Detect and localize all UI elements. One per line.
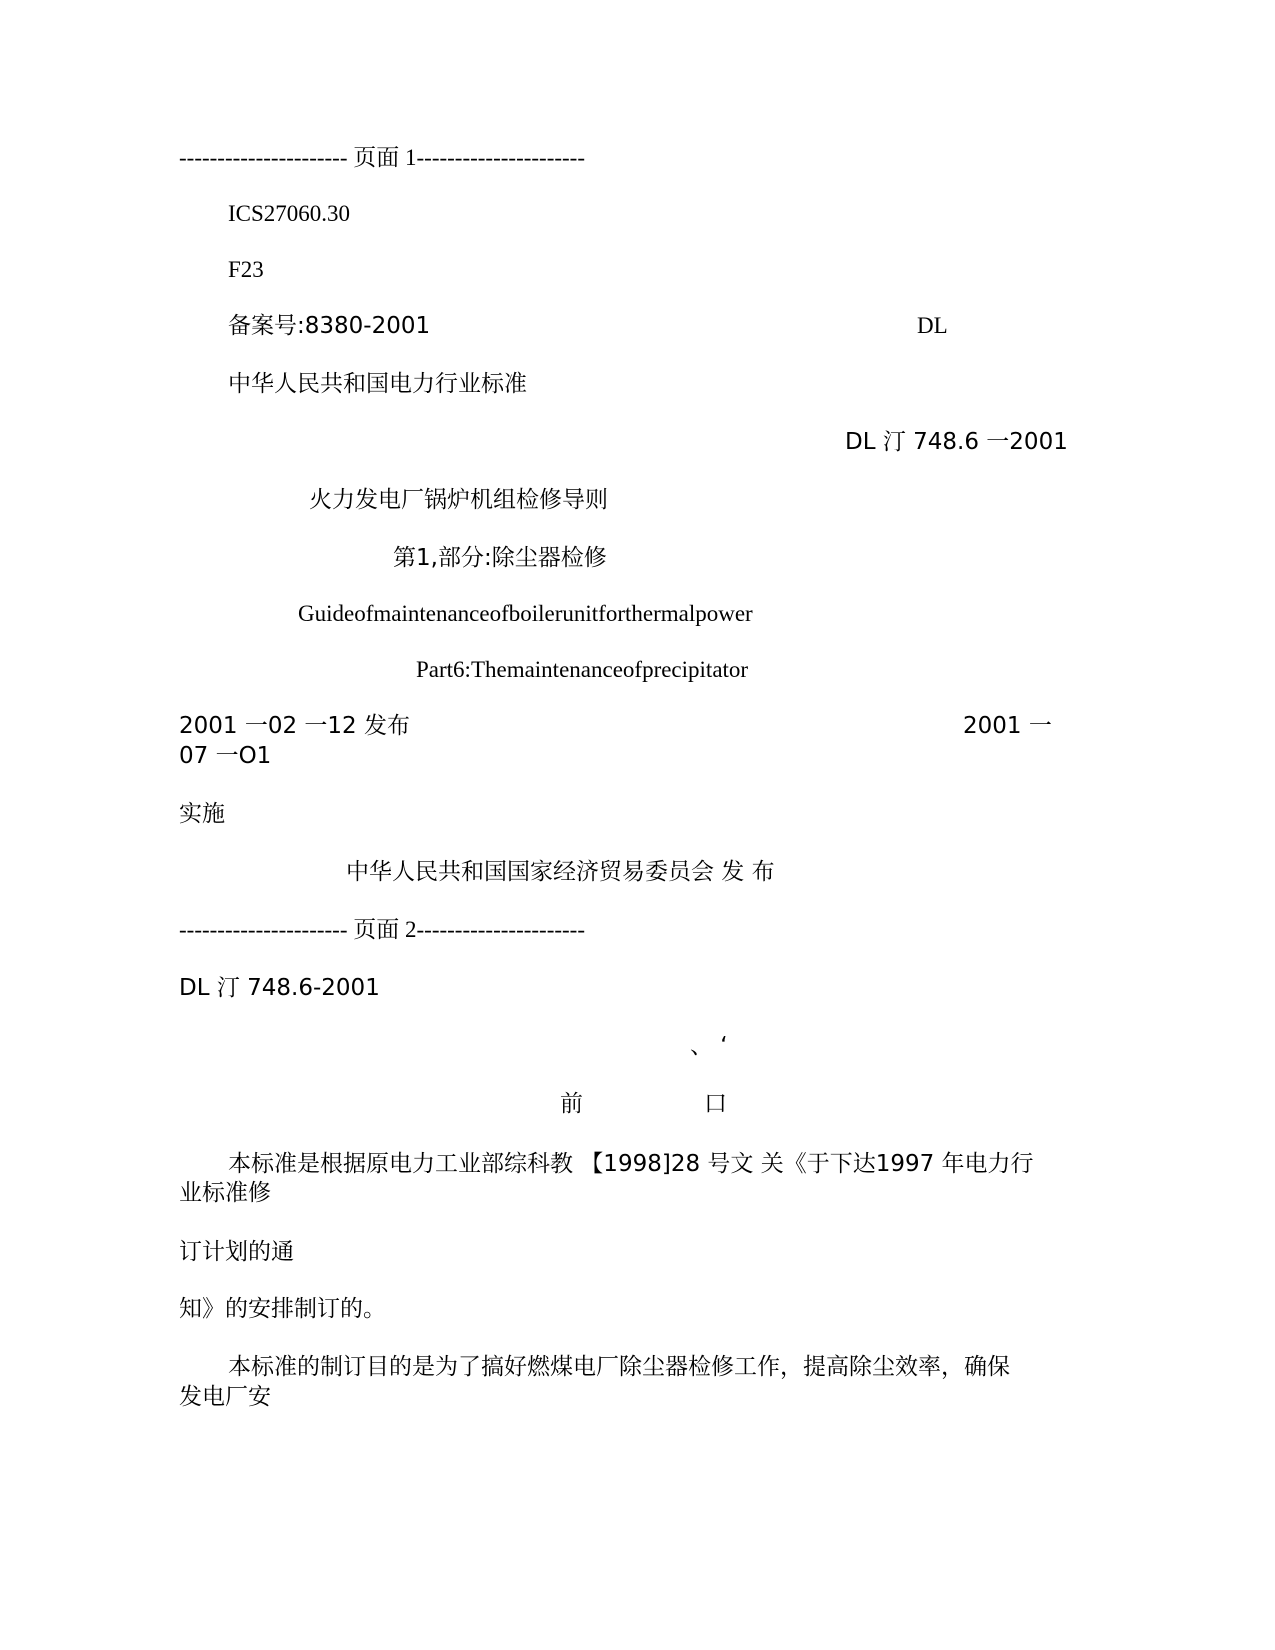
document-subtitle-cn: 第1,部分:除尘器检修 [393, 545, 607, 571]
page-header-number: DL 汀 748.6-2001 [179, 975, 380, 1001]
implementation-date-end: 07 一O1 [179, 743, 272, 769]
paragraph-1-line-3: 订计划的通 [179, 1239, 294, 1265]
record-number: 备案号:8380-2001 [228, 313, 431, 339]
implementation-label: 实施 [179, 801, 225, 827]
paragraph-1-line-2: 业标准修 [179, 1180, 271, 1206]
foreword-heading-left: 前 [560, 1091, 583, 1117]
dl-mark: DL [917, 313, 948, 338]
document-title-cn: 火力发电厂锅炉机组检修导则 [309, 487, 608, 513]
classification-code: F23 [228, 257, 264, 282]
document-title-en: Guideofmaintenanceofboilerunitforthermalpower [298, 601, 753, 626]
industry-standard-heading: 中华人民共和国电力行业标准 [228, 371, 527, 397]
paragraph-1-line-4: 知》的安排制订的。 [179, 1296, 386, 1322]
issue-date: 2001 一02 一12 发布 [179, 713, 410, 739]
document-subtitle-en: Part6:Themaintenanceofprecipitator [416, 657, 749, 682]
foreword-heading-right: 口 [704, 1091, 727, 1117]
implementation-date-start: 2001 一 [963, 713, 1052, 739]
page-separator-1: ---------------------- 页面 1---------------------- [179, 145, 586, 170]
paragraph-1-line-1: 本标准是根据原电力工业部综科教 【1998]28 号文 关《于下达1997 年电力行 [228, 1151, 1034, 1177]
issuing-authority: 中华人民共和国国家经济贸易委员会 发 布 [346, 859, 775, 885]
ics-code: ICS27060.30 [228, 201, 351, 226]
stray-marks: 、 ‘ [690, 1033, 728, 1059]
paragraph-2-line-2: 发电厂安 [179, 1384, 271, 1410]
paragraph-2-line-1: 本标准的制订目的是为了搞好燃煤电厂除尘器检修工作，提高除尘效率，确保 [228, 1354, 1010, 1380]
standard-number: DL 汀 748.6 一2001 [845, 429, 1068, 455]
page-separator-2: ---------------------- 页面 2---------------------- [179, 917, 586, 942]
